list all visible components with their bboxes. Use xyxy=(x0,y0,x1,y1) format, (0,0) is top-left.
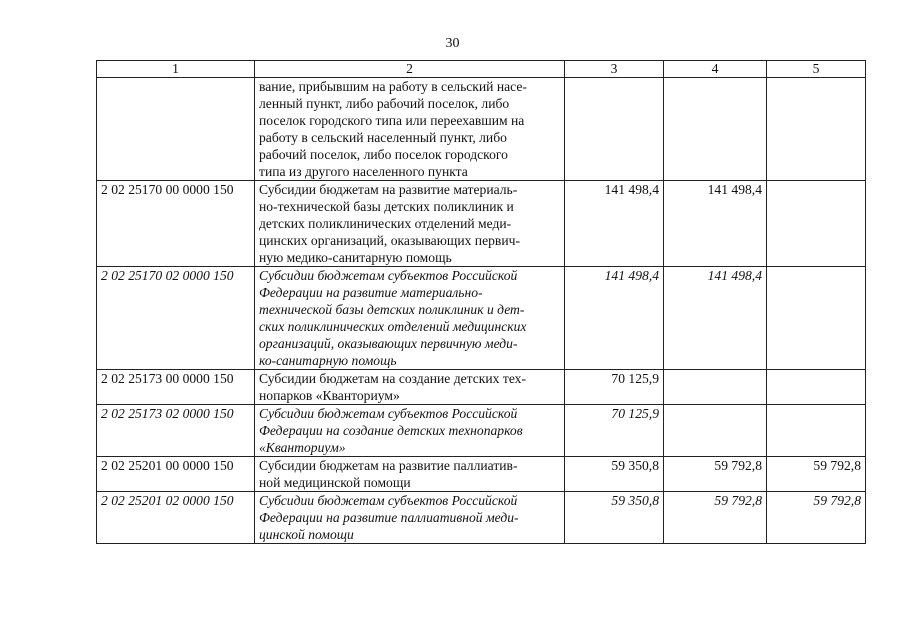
row-code: 2 02 25173 02 0000 150 xyxy=(97,405,255,457)
row-description xyxy=(255,457,565,492)
description-line: Субсидии бюджетам на создание детских тех- xyxy=(259,371,526,386)
description-line: Субсидии бюджетам субъектов Российской xyxy=(259,406,518,421)
row-value-col-5: 59 792,8 xyxy=(767,457,866,492)
description-line: ко-санитарную помощь xyxy=(259,353,397,368)
table-header-row xyxy=(97,61,866,78)
budget-table xyxy=(96,60,866,544)
page-number: 30 xyxy=(445,36,460,51)
row-value-col-3: 59 350,8 xyxy=(565,492,664,544)
description-line: вание, прибывшим на работу в сельский насе- xyxy=(259,79,527,94)
table-row xyxy=(97,181,866,267)
row-value-col-3: 141 498,4 xyxy=(565,267,664,370)
description-line: Субсидии бюджетам на развитие материаль- xyxy=(259,182,518,197)
row-value-col-4: 59 792,8 xyxy=(664,457,767,492)
description-line: ских поликлинических отделений медицинских xyxy=(259,319,527,334)
row-value-col-3: 70 125,9 xyxy=(565,370,664,405)
description-line: Федерации на создание детских технопарков xyxy=(259,423,523,438)
row-value-col-5 xyxy=(767,267,866,370)
row-value-col-5: 59 792,8 xyxy=(767,492,866,544)
header-col-2: 2 xyxy=(255,61,565,78)
row-value-col-4 xyxy=(664,405,767,457)
description-line: поселок городского типа или переехавшим на xyxy=(259,113,525,128)
row-code: 2 02 25201 00 0000 150 xyxy=(97,457,255,492)
description-line: ленный пункт, либо рабочий поселок, либо xyxy=(259,96,510,111)
row-value-col-4: 141 498,4 xyxy=(664,181,767,267)
row-value-col-3: 141 498,4 xyxy=(565,181,664,267)
row-code: 2 02 25201 02 0000 150 xyxy=(97,492,255,544)
row-code: 2 02 25173 00 0000 150 xyxy=(97,370,255,405)
row-description xyxy=(255,181,565,267)
description-line: цинской помощи xyxy=(259,527,354,542)
description-line: ную медико-санитарную помощь xyxy=(259,250,452,265)
row-code: 2 02 25170 00 0000 150 xyxy=(97,181,255,267)
row-value-col-5 xyxy=(767,370,866,405)
header-col-4: 4 xyxy=(664,61,767,78)
description-line: типа из другого населенного пункта xyxy=(259,164,468,179)
row-value-col-4 xyxy=(664,370,767,405)
row-description xyxy=(255,492,565,544)
row-value-col-3: 70 125,9 xyxy=(565,405,664,457)
row-value-col-3: 59 350,8 xyxy=(565,457,664,492)
description-line: Федерации на развитие материально- xyxy=(259,285,483,300)
description-line: рабочий поселок, либо поселок городского xyxy=(259,147,508,162)
description-line: Субсидии бюджетам субъектов Российской xyxy=(259,268,518,283)
description-line: «Кванториум» xyxy=(259,440,346,455)
table-row xyxy=(97,78,866,181)
description-line: Субсидии бюджетам субъектов Российской xyxy=(259,493,518,508)
table-row xyxy=(97,267,866,370)
row-value-col-4: 59 792,8 xyxy=(664,492,767,544)
row-value-col-3 xyxy=(565,78,664,181)
description-line: Субсидии бюджетам на развитие паллиатив- xyxy=(259,458,518,473)
row-description xyxy=(255,267,565,370)
header-col-1: 1 xyxy=(97,61,255,78)
table-row xyxy=(97,457,866,492)
row-description xyxy=(255,405,565,457)
row-description xyxy=(255,370,565,405)
row-code: 2 02 25170 02 0000 150 xyxy=(97,267,255,370)
description-line: ной медицинской помощи xyxy=(259,475,411,490)
row-value-col-5 xyxy=(767,181,866,267)
table-row xyxy=(97,492,866,544)
description-line: нопарков «Кванториум» xyxy=(259,388,400,403)
row-value-col-4 xyxy=(664,78,767,181)
description-line: цинских организаций, оказывающих первич- xyxy=(259,233,520,248)
description-line: организаций, оказывающих первичную меди- xyxy=(259,336,518,351)
table-body xyxy=(97,78,866,544)
row-value-col-5 xyxy=(767,405,866,457)
row-description xyxy=(255,78,565,181)
header-col-3: 3 xyxy=(565,61,664,78)
description-line: работу в сельский населенный пункт, либо xyxy=(259,130,507,145)
header-col-5: 5 xyxy=(767,61,866,78)
row-value-col-4: 141 498,4 xyxy=(664,267,767,370)
description-line: технической базы детских поликлиник и дет- xyxy=(259,302,525,317)
row-code xyxy=(97,78,255,181)
description-line: детских поликлинических отделений меди- xyxy=(259,216,512,231)
description-line: но-технической базы детских поликлиник и xyxy=(259,199,514,214)
row-value-col-5 xyxy=(767,78,866,181)
table-row xyxy=(97,370,866,405)
table-row xyxy=(97,405,866,457)
description-line: Федерации на развитие паллиативной меди- xyxy=(259,510,519,525)
